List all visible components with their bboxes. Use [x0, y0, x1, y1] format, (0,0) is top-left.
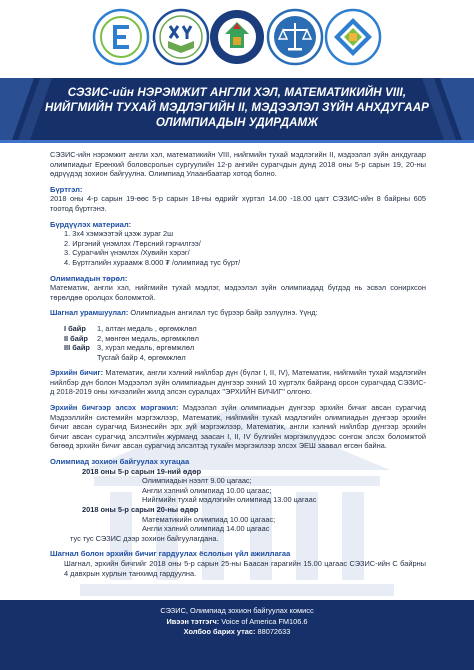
- types-text: Математик, англи хэл, нийгмийн тухай мэдлэг, мэдээлэл зүйн олимпиадад бүгдэд нь эсвэл сонирхсон төрөлдөө оролцох боломжтой.: [50, 283, 426, 302]
- footer-partner: Voice of America FM106.6: [221, 616, 308, 626]
- place-label: III байр: [64, 343, 90, 353]
- letter-e-emblem-icon: [92, 8, 150, 66]
- justice-logo: [266, 8, 324, 66]
- list-item: [64, 343, 426, 353]
- place-label: I байр: [64, 323, 86, 333]
- place-prize: 1, алтан медаль , өргөмжлөл: [97, 323, 197, 333]
- footer: [0, 606, 474, 638]
- state-seal-logo: [208, 8, 266, 66]
- place-prize: 2, мөнгөн медаль, өргөмжлөл: [97, 333, 199, 343]
- title-line-2: НИЙГМИЙН ТУХАЙ МЭДЛЭГИЙН II, МЭДЭЭЛЭЛ ЗҮЙН АНХДУГААР: [45, 101, 429, 114]
- schedule-note: тус тус СЭЗИС дээр зохион байгуулагдана.: [70, 533, 219, 543]
- footer-partner-line: [0, 617, 474, 628]
- list-item: 4. Бүртгэлийн хураамж 8.000 ₮ /олимпиад тус бүрт/: [64, 257, 241, 267]
- awards-section: [50, 308, 426, 362]
- page-title: [20, 85, 454, 130]
- materials-heading: Бүрдүүлэх материал:: [50, 219, 132, 229]
- schedule-event: Англи хэлний олимпиад 10.00 цагаас;: [142, 485, 272, 495]
- honor-cert-heading: Эрхийн бичиг:: [50, 368, 104, 378]
- schedule-day-1: 2018 оны 5-р сарын 19-ний өдөр: [82, 466, 202, 476]
- schedule-event: Олимпиадын нээлт 9.00 цагаас;: [142, 476, 252, 486]
- footer-phone: 88072633: [257, 627, 291, 636]
- registration-heading: Бүртгэл:: [50, 184, 83, 194]
- schedule-day-2: 2018 оны 5-р сарын 20-ны өдөр: [82, 505, 199, 514]
- fast-track-heading: Эрхийн бичгээр элсэх мэргэжил:: [50, 403, 179, 413]
- honor-cert-section: [50, 368, 426, 397]
- awards-intro: [50, 308, 426, 318]
- state-seal-emblem-icon: [208, 8, 266, 66]
- awards-heading: Шагнал урамшуулал:: [50, 308, 129, 318]
- honor-cert-text: Математик, англи хэлний нийлбэр дүн (бүлэг I, II, IV), Математик, нийгмийн тухай мэдлэгийн нийлбэр дүн болон Мэдээлэл зүйн олимпиадын дүнгээр эхний 10 хүртэлх байранд орсон сурагчдад СЭЗИС-д 2018-2019 оны хичээлийн жилд элсэн суралцах "ЭРХИЙН БИЧИГ" олгоно.: [50, 368, 426, 397]
- list-item: 2. Иргэний үнэмлэх /Төрсний гэрчилгээ/: [64, 238, 201, 248]
- sezis-logo: [92, 8, 150, 66]
- schedule-heading: Олимпиад зохион байгуулах хугацаа: [50, 457, 190, 467]
- place-label: [64, 353, 97, 363]
- fast-track-section: [50, 403, 426, 451]
- title-line-1: СЭЗИС-ийн НЭРЭМЖИТ АНГЛИ ХЭЛ, МАТЕМАТИКИЙН VIII,: [67, 86, 407, 99]
- ceremony-text: Шагнал, эрхийн бичгийг 2018 оны 5-р сарын 25-ны Баасан гарагийн 15.00 цагаас СЭЗИС-ийн С байрны 4 давхрын хурлын танхимд гардуулна.: [64, 558, 426, 578]
- schedule-section: [50, 457, 426, 543]
- types-heading: Олимпиадын төрөл:: [50, 273, 128, 283]
- schedule-event: Нийгмийн тухай мэдлэгийн олимпиад 13.00 цагаас: [142, 495, 317, 505]
- intro-paragraph: СЭЗИС-ийн нэрэмжит англи хэл, математикийн VIII, нийгмийн тухай мэдлэгийн II, мэдээлэл зүйн анхдугаар олимпиадыг Ерөнхий боловсролын сургуулийн 12-р ангийн сурагчдын дунд 2018 оны 5-р сарын 19, 20-ны өдрүүдэд зохион байгуулна. Олимпиад Улаанбаатар хотод болно.: [50, 150, 426, 179]
- place-label: II байр: [64, 333, 88, 343]
- footer-partner-label: Ивээн тэтгэгч:: [166, 616, 220, 626]
- scales-emblem-icon: [266, 8, 324, 66]
- place-prize: 3, хүрэл медаль, өргөмжлөл: [97, 343, 195, 353]
- places-list: [64, 324, 426, 362]
- list-item: [64, 353, 426, 363]
- banner-accent-line: [0, 140, 474, 143]
- schedule-event: Англи хэлний олимпиад 14.00 цагаас: [142, 524, 270, 534]
- ministry-logo: [324, 8, 382, 66]
- place-prize: Тусгай байр 4, өргөмжлөл: [97, 352, 186, 362]
- types-section: [50, 274, 426, 303]
- khu-logo: [152, 8, 210, 66]
- diamond-emblem-icon: [324, 8, 382, 66]
- awards-text: Олимпиадын ангилал тус бүрээр байр эзлүүлнэ. Үүнд:: [130, 308, 318, 318]
- ceremony-heading: Шагнал болон эрхийн бичиг гардуулах ёслолын үйл ажиллагаа: [50, 549, 291, 559]
- list-item: 3. Сурагчийн үнэмлэх /Хувийн хэрэг/: [64, 248, 190, 258]
- document-body: [50, 150, 426, 578]
- title-banner: [0, 78, 474, 140]
- list-item: [64, 324, 426, 334]
- registration-text: 2018 оны 4-р сарын 19-өөс 5-р сарын 18-ны өдрийг хүртэл 14.00 -18.00 цагт СЭЗИС-ийн 8 байрны 605 тоотод бүртгэнэ.: [50, 194, 426, 213]
- logo-bar: [0, 0, 474, 78]
- registration-section: [50, 185, 426, 214]
- schedule-event: Математикийн олимпиад 10.00 цагаас;: [142, 514, 276, 524]
- xy-book-emblem-icon: [152, 8, 210, 66]
- footer-phone-line: [0, 627, 474, 638]
- footer-organizer: СЭЗИС, Олимпиад зохион байгуулах комисс: [160, 606, 314, 615]
- title-line-3: ОЛИМПИАДЫН УДИРДАМЖ: [155, 116, 319, 129]
- list-item: 1. 3х4 хэмжээтэй цээж зураг 2ш: [64, 229, 174, 239]
- fast-track-text: Мэдээлэл зүйн олимпиадын дүнгээр эрхийн бичиг авсан сурагчид Мэдээллийн системийн мэргэжлээр, Математик, нийгмийн тухай мэдлэгийн олимпиадын дүнгээр эрхийн бичиг авсан сурагчид Бизнесийн эрх зүй мэргэжлээр, Математик, англи хэлний нийлбэр дүнгээр эрхийн бичиг авсан сурагчид элсэлтийн журманд заасан I, II, IV бүлгийн мэргэжлүүдээс сонгож элсэх боломжтой бөгөөд эрхийн бичиг авсан сурагчид элсэлтэд тухайн мэргэжлээр элсэх ЭЕШ заавал өгсөн байна.: [50, 403, 426, 451]
- materials-list: [50, 229, 426, 267]
- footer-phone-label: Холбоо барих утас:: [183, 627, 256, 636]
- list-item: [64, 334, 426, 344]
- ceremony-section: [50, 549, 426, 578]
- materials-section: [50, 220, 426, 268]
